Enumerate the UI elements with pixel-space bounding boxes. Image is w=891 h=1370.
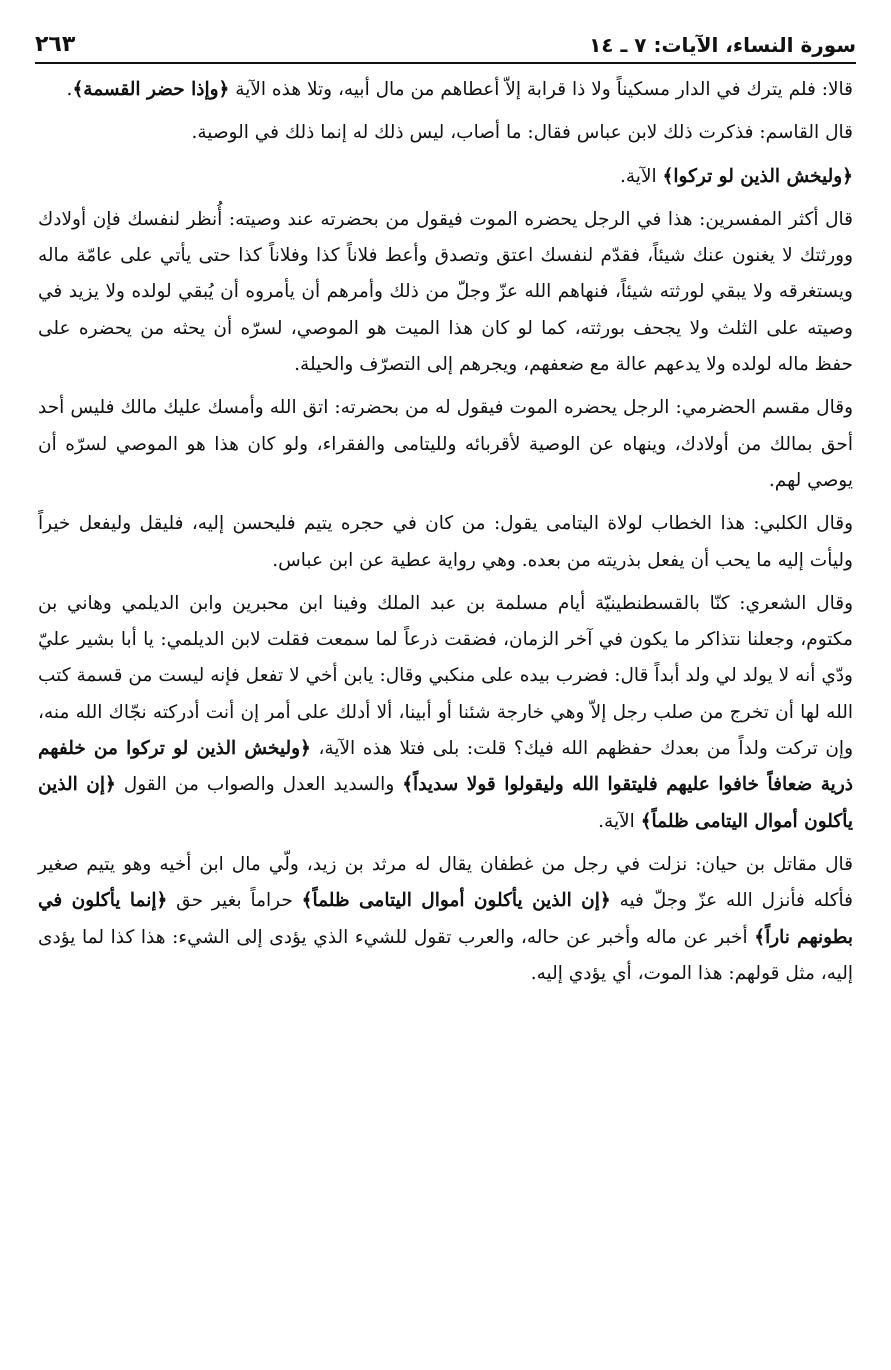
paragraph-text: قال مقاتل بن حيان: نزلت في رجل من غطفان يقال له مرثد بن زيد، ولّي مال ابن أخيه وهو يتيم صغير فأكله فأنزل الله عزّ وجلّ فيه bbox=[38, 853, 853, 912]
paragraph-text: حراماً بغير حق bbox=[167, 890, 302, 912]
paragraph bbox=[38, 586, 853, 840]
quran-verse: ﴿وليخش الذين لو تركوا من خلفهم ذرية ضعافاً خافوا عليهم فليتقوا الله وليقولوا قولا سديداً﴾ bbox=[38, 738, 853, 796]
quran-verse: ﴿إنما يأكلون في بطونهم ناراً﴾ bbox=[38, 890, 854, 948]
paragraph bbox=[38, 390, 853, 499]
paragraph-text: وقال الكلبي: هذا الخطاب لولاة اليتامى يقول: من كان في حجره يتيم فليحسن إليه، فليقل وليفعل خيراً وليأت إليه ما يحب أن يفعل بذريته من بعده. وهي رواية عطية عن ابن عباس. bbox=[38, 513, 853, 571]
paragraph bbox=[38, 506, 853, 579]
paragraph-text: وقال الشعري: كنّا بالقسطنطينيّة أيام مسلمة بن عبد الملك وفينا ابن محبرين وابن الديلمي وهاني بن مكتوم، وجعلنا نتذاكر ما يكون في آخر الزمان، فضقت ذرعاً لما سمعت فقلت لابن الديلمي: يا أبا بشير عليّ ودّي أنه لا يولد لي ولد أبداً قال: فضرب بيده على منكبي وقال: يابن أخي لا تفعل فإنه ليست من قسمة كتب الله لها أن تخرج من صلب رجل إلاّ وهي خارجة شئنا أو أبينا، ألا أدلك على أمر إن أنت أدركته نجّاك الله منه، وإن تركت ولداً من بعدك حفظهم الله فيك؟ قلت: بلى فتلا هذه الآية، bbox=[38, 592, 853, 760]
page-body bbox=[38, 72, 853, 992]
paragraph-text: قال القاسم: فذكرت ذلك لابن عباس فقال: ما أصاب، ليس ذلك له إنما ذلك في الوصية. bbox=[191, 122, 853, 144]
page-header bbox=[35, 18, 856, 58]
quran-verse: ﴿إن الذين يأكلون أموال اليتامى ظلماً﴾ bbox=[301, 890, 611, 912]
paragraph-text: الآية. bbox=[598, 810, 641, 832]
paragraph bbox=[38, 72, 853, 108]
paragraph-text: . bbox=[66, 79, 73, 100]
quran-verse: ﴿إن الذين يأكلون أموال اليتامى ظلماً﴾ bbox=[38, 774, 853, 832]
paragraph-text: والسديد العدل والصواب من القول bbox=[115, 774, 403, 796]
paragraph-text: قالا: فلم يترك في الدار مسكيناً ولا ذا قرابة إلاّ أعطاهم من مال أبيه، وتلا هذه الآية bbox=[229, 79, 853, 100]
paragraph-text: وقال مقسم الحضرمي: الرجل يحضره الموت فيقول له من بحضرته: اتق الله وأمسك عليك مالك فليس أحد أحق بمالك من أولادك، وينهاه عن الوصية لأقربائه ولليتامى والفقراء، ولو كان هذا هو الموصي لسرّه أن يوصي لهم. bbox=[38, 397, 853, 491]
running-header-title: سورة النساء، الآيات: ٧ ـ ١٤ bbox=[589, 33, 856, 57]
quran-verse: ﴿وإذا حضر القسمة﴾ bbox=[72, 79, 230, 100]
paragraph bbox=[38, 847, 853, 992]
paragraph-text: قال أكثر المفسرين: هذا في الرجل يحضره الموت فيقول من بحضرته عند وصيته: أُنظر لنفسك فإن أولادك وورثتك لا يغنون عنك شيئاً، فقدّم لنفسك اعتق وتصدق وأعط فلاناً كذا وفلاناً كذا حتى يأتي على عامّة ماله ويستغرقه ولا يبقي لورثته شيئاً، فنهاهم الله عزّ وجلّ من ذلك وأمرهم أن يأمروه أن يُبقي لولده ولا يزيد في وصيته على الثلث ولا يجحف بورثته، كما لو كان هذا الميت هو الموصي، لسرّه أن يحثه من يحضره على حفظ ماله لولده ولا يدعهم عالة مع ضعفهم، ويجرهم إلى التصرّف والحيلة. bbox=[38, 208, 853, 376]
quran-verse: ﴿وليخش الذين لو تركوا﴾ bbox=[662, 165, 853, 187]
page-number: ٢٦٣ bbox=[35, 32, 76, 57]
paragraph bbox=[38, 115, 853, 151]
header-divider bbox=[35, 62, 856, 64]
paragraph-text: أخبر عن ماله وأخبر عن حاله، والعرب تقول للشيء الذي يؤدى إلى الشيء: هذا كذا لما يؤدى إليه، مثل قولهم: هذا الموت، أي يؤدي إليه. bbox=[38, 926, 853, 984]
paragraph-text: الآية. bbox=[620, 165, 663, 187]
paragraph bbox=[38, 159, 853, 195]
paragraph bbox=[38, 202, 853, 383]
